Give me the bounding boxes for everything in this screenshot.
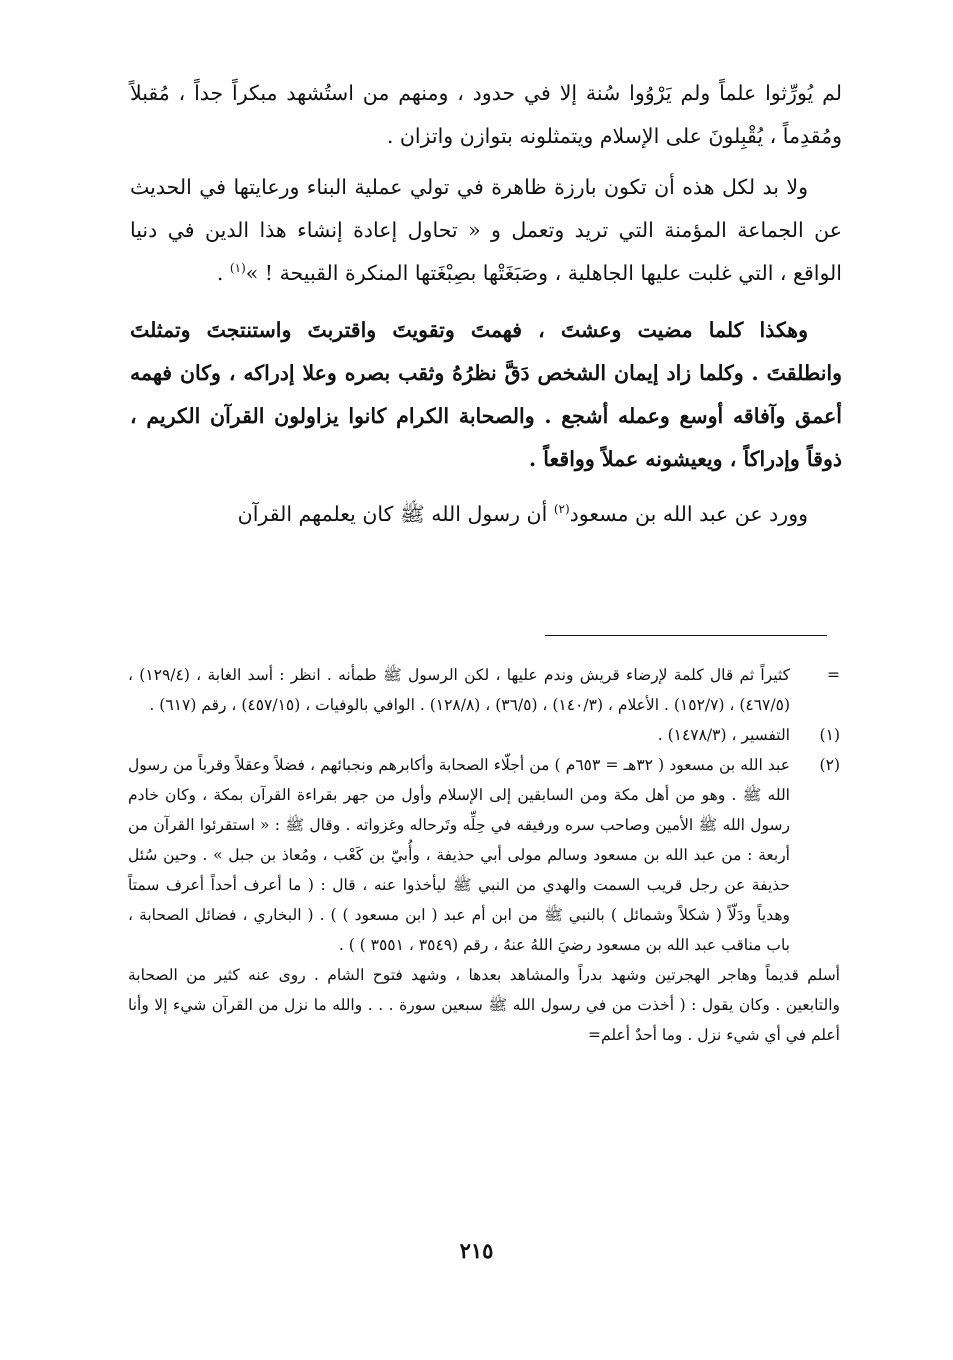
footnote-2-continued-text: أسلم قديماً وهاجر الهجرتين وشهد بدراً والمشاهد بعدها ، وشهد فتوح الشام . روى عنه كثير من الصحابة والتابعين . وكان يقول : ( أخذت من في رسول الله ﷺ سبعين سورة . . . والله ما نزل من القرآن شيء إلا وأنا أعلم في أي شيء نزل . وما أحدٌ أعلم=: [128, 966, 840, 1044]
paragraph-4-start: وورد عن عبد الله بن مسعود: [569, 502, 808, 526]
page-number: ٢١٥: [459, 1238, 494, 1263]
footnote-2-mark: (٢): [819, 756, 840, 774]
paragraph-2-end: .: [216, 261, 230, 285]
footnote-1: [128, 720, 840, 750]
paragraph-4-end: أن رسول الله ﷺ كان يعلمهم القرآن: [237, 502, 548, 526]
footnote-2: [128, 750, 840, 960]
footnote-ref-1: (١): [229, 261, 246, 276]
continuation-text: كثيراً ثم قال كلمة لإرضاء قريش وندم عليها ، لكن الرسول ﷺ طمأنه . انظر : أسد الغابة ، (١٢٩/٤) ، (٤٦٧/٥) ، (١٥٢/٧) . الأعلام ، (١٤٠/٣) ، (٣٦/٥) ، (١٢٨/٨) . الوافي بالوفيات ، (٤٥٧/١٥) ، رقم (٦١٧) .: [128, 666, 790, 714]
footnote-ref-2: (٢): [553, 502, 570, 517]
paragraph-1: لم يُورِّثوا علماً ولم يَرْوُوا سُنة إلا في حدود ، ومنهم من استُشهد مبكراً جداً ، مُقبلاً ومُقدِماً ، يُقْبِلونَ على الإسلام ويتمثلونه بتوازن واتزان .: [130, 81, 842, 148]
main-text: [130, 72, 842, 536]
continuation-mark: =: [827, 666, 840, 684]
paragraph-2-text: ولا بد لكل هذه أن تكون بارزة ظاهرة في تولي عملية البناء ورعايتها في الحديث عن الجماعة المؤمنة التي تريد وتعمل و « تحاول إعادة إنشاء هذا الدين في دنيا الواقع ، التي غلبت عليها الجاهلية ، وصَبَغَتْها بصِبْغَتها المنكرة القبيحة ! »: [130, 175, 842, 285]
footnote-2-text: عبد الله بن مسعود ( ٣٢هـ = ٦٥٣م ) من أجلّاء الصحابة وأكابرهم ونجبائهم ، فضلاً وعقلاً وقرباً من رسول الله ﷺ . وهو من أهل مكة ومن السابقين إلى الإسلام وأول من جهر بقراءة القرآن بمكة ، وكان خادم رسول الله ﷺ الأمين وصاحب سره ورفيقه في حِلِّه وتَرحاله وغزواته . وقال ﷺ : « استقرئوا القرآن من أربعة : من عبد الله بن مسعود وسالم مولى أبي حذيفة ، وأُبيّ بن كَعْب ، ومُعاذ بن جبل » . وحين سُئل حذيفة عن رجل قريب السمت والهدي من النبي ﷺ ليأخذوا عنه ، قال : ( ما أعرف أحداً أعرف سمتاً وهدياً ودَلّاً ( شكلاً وشمائل ) بالنبي ﷺ من ابن أم عبد ( ابن مسعود ) ) . ( البخاري ، فضائل الصحابة ، باب مناقب عبد الله بن مسعود رضيَ اللهُ عنهُ ، رقم (٣٥٤٩ ، ٣٥٥١ ) ) .: [128, 756, 790, 954]
footnote-1-mark: (١): [819, 726, 840, 744]
footnote-separator: [545, 635, 827, 636]
footnote-1-text: التفسير ، (١٤٧٨/٣) .: [657, 726, 790, 744]
footnote-continuation: [128, 660, 840, 720]
paragraph-4: [130, 493, 842, 536]
footnotes: [128, 660, 840, 1050]
paragraph-2: [130, 166, 842, 295]
footnote-2-continued: [128, 960, 840, 1050]
paragraph-3-bold: وهكذا كلما مضيت وعشتَ ، فهمتَ وتقويتَ واقتربتَ واستنتجتَ وتمثلتَ وانطلقتَ . وكلما زاد إيمان الشخص دَقَّ نظرُهُ وثقب بصره وعلا إدراكه ، وكان فهمه أعمق وآفاقه أوسع وعمله أشجع . والصحابة الكرام كانوا يزاولون القرآن الكريم ، ذوقاً وإدراكاً ، ويعيشونه عملاً وواقعاً .: [130, 318, 842, 471]
